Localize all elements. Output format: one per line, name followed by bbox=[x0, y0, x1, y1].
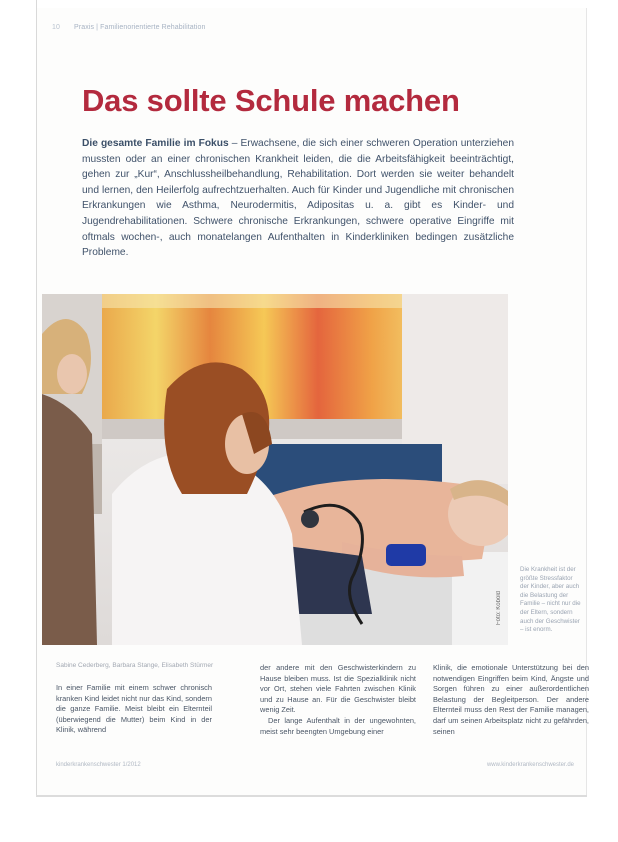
photo-credit: Foto: Kobold bbox=[496, 590, 502, 625]
author-byline: Sabine Cederberg, Barbara Stange, Elisabeth Stürmer bbox=[56, 662, 214, 669]
footer-url: www.kinderkrankenschwester.de bbox=[486, 762, 574, 768]
running-header bbox=[52, 24, 205, 31]
page-number: 10 bbox=[52, 24, 60, 31]
intro-paragraph bbox=[82, 136, 514, 261]
paragraph: In einer Familie mit einem schwer chronisch kranken Kind leidet nicht nur das Kind, sondern die ganze Familie. Meist bleibt ein Elternteil (überwiegend die Mutter) beim Kind in der Klinik, während bbox=[56, 683, 212, 735]
footer-issue: kinderkrankenschwester 1/2012 bbox=[56, 762, 141, 768]
photo-caption: Die Krankheit ist der größte Stressfaktor der Kinder, aber auch die Belastung der Familie – nicht nur die der Eltern, sondern auch der Geschwister – ist enorm. bbox=[520, 566, 581, 634]
scan-edge bbox=[36, 0, 37, 795]
body-column-1 bbox=[56, 683, 212, 736]
body-column-3 bbox=[433, 663, 589, 737]
page-bottom-edge bbox=[36, 795, 587, 797]
article-title: Das sollte Schule machen bbox=[82, 83, 460, 118]
paragraph: Klinik, die emotionale Unterstützung bei den notwendigen Eingriffen beim Kind, Ängste und Sorgen führen zu einer außerordentlichen Belastung der Begleitperson. Der andere Elternteil muss den Rest der Familie managen, darf um seinen Arbeitsplatz nicht zu gefährden, seinen bbox=[433, 663, 589, 736]
intro-lead-text: – Erwachsene, die sich einer schweren Operation unterziehen mussten oder an einer chronischen Krankheit leiden, die die Arbeitsfähigkeit beeinträchtigt, gehen zur „Kur“, Anschlussheilbehandlung, Rehabilitation. Dort werden sie weiter behandelt und lernen, den Heilerfolg aufrechtzuerhalten. Auch für Kinder und Jugendliche mit chronischen Erkrankungen wie Asthma, Neurodermitis, Adipositas u. a. gibt es Kinder- und Jugendrehabilitationen. Schwere chronische Erkrankungen, schwere operative Eingriffe mit oftmals wochen-, auch monatelangen Aufenthalten in Kinderkliniken bedingen zusätzliche Probleme. bbox=[82, 138, 514, 259]
paragraph: Der lange Aufenthalt in der ungewohnten, meist sehr beengten Umgebung einer bbox=[260, 715, 416, 736]
photo-illustration bbox=[42, 294, 508, 645]
running-head: Praxis | Familienorientierte Rehabilitation bbox=[74, 24, 206, 31]
paragraph: der andere mit den Geschwisterkindern zu Hause bleiben muss. Ist die Spezialklinik nicht vor Ort, stehen viele Fahrten zwischen Klinik und zu Hause an. Für die Geschwister bleibt wenig Zeit. bbox=[260, 663, 416, 715]
body-column-2 bbox=[260, 663, 416, 737]
article-photo bbox=[42, 294, 508, 645]
intro-lead-label: Die gesamte Familie im Fokus bbox=[82, 138, 229, 149]
